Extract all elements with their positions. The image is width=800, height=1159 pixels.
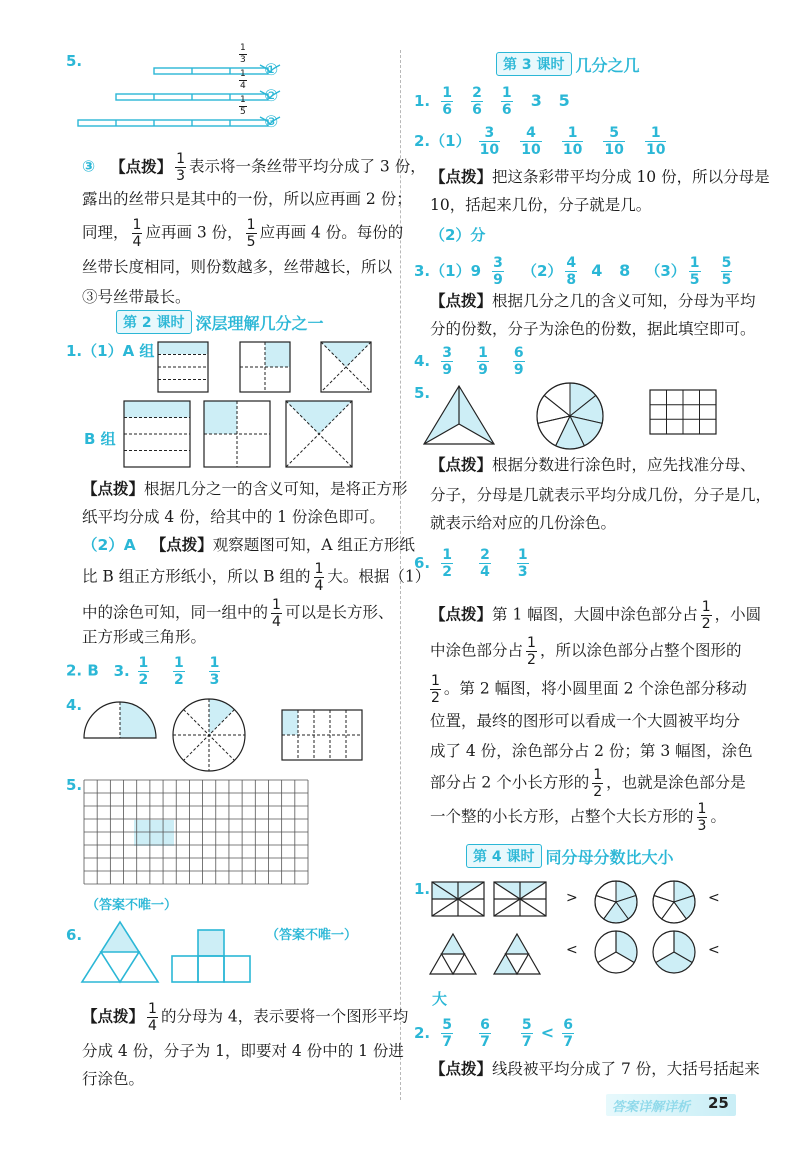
q5-number: 5. [66, 52, 83, 70]
section-4-title: 同分母分数比大小 [545, 847, 674, 867]
footer-label: 答案详解详析 [612, 1100, 691, 1115]
s3-q6-tip-line4: 位置，最终的图形可以看成一个大圆被平均分 [430, 712, 741, 730]
group-b-label: B 组 [84, 430, 116, 448]
s2-q1-label: 1.（1）A 组 [66, 342, 155, 360]
s3-q2-tip-line2: 10，括起来几份，分子就是几。 [430, 196, 652, 214]
q1-part2-line2: 比 B 组正方形纸小，所以 B 组的 $\frac{1}{4}$ 大。根据（1） [82, 561, 431, 594]
s4-big-label: 大 [432, 990, 448, 1008]
q6-tip-line2: 分成 4 份，分子为 1，即要对 4 份中的 1 份进 [82, 1042, 404, 1060]
q5b-number: 5. [66, 776, 83, 794]
q6-tip-line1: 【点拨】 $\frac{1}{4}$ 的分母为 4，表示要将一个图形平均 [82, 1001, 409, 1034]
s3-q6-tip-line5: 成了 4 份，涂色部分占 2 份；第 3 幅图，涂色 [430, 742, 753, 760]
strip-frac-1: $\frac{1}{3}$ [240, 43, 246, 65]
s3-q2-part2: （2）分 [430, 226, 486, 244]
group-a-square-quarters [240, 342, 290, 392]
mark-1: ① [264, 60, 279, 79]
q5-explanation-line2: 露出的丝带只是其中的一份，所以应再画 2 份； [82, 190, 412, 208]
q6-tip-line3: 行涂色。 [82, 1070, 145, 1088]
triangle-quarters-b [494, 934, 540, 974]
s3-q1-answers: 1. $\frac{1}{6}$ $\frac{2}{6}$ $\frac{1}{6}$ 3 5 [414, 85, 570, 118]
q5-explanation-line3: 同理， $\frac{1}{4}$ 应再画 3 份， $\frac{1}{5}$ 应再画 4 份。每份的 [82, 217, 404, 250]
s3-q5-tip-line3: 就表示给对应的几份涂色。 [430, 514, 617, 532]
grid-figure [84, 780, 308, 886]
rect-eighths-a [432, 882, 484, 916]
group-b-square-quarters [204, 401, 270, 467]
q1-part2-line4: 正方形或三角形。 [82, 628, 207, 646]
section-2-heading [116, 310, 324, 334]
strip-frac-3: $\frac{1}{5}$ [240, 95, 246, 117]
s3-q3-tip-line2: 分的份数，分子为涂色的份数，据此填空即可。 [430, 320, 756, 338]
q5-explanation-line4: 丝带长度相同，则份数越多，丝带越长，所以 [82, 258, 393, 276]
semicircle-figure [82, 700, 158, 740]
section-3-badge: 第 3 课时 [496, 52, 572, 76]
group-a-square-diagonals [321, 342, 371, 392]
q1-part2-line3: 中的涂色可知，同一组中的 $\frac{1}{4}$ 可以是长方形、 [82, 597, 394, 630]
s3-q6-tip-line2: 中涂色部分占 $\frac{1}{2}$ ，所以涂色部分占整个图形的 [430, 635, 742, 668]
triangle-thirds-figure [424, 386, 494, 446]
section-2-title: 深层理解几分之一 [195, 313, 324, 333]
s4-q2-answers: 2. $\frac{5}{7}$ $\frac{6}{7}$ $\frac{5}{7}$ < $\frac{6}{7}$ [414, 1017, 574, 1050]
q1-tip-line1: 【点拨】根据几分之一的含义可知，是将正方形 [82, 479, 408, 498]
mark-3: ③ [264, 112, 279, 131]
s3-q2-answers: 2.（1） $\frac{3}{10}$ $\frac{4}{10}$ $\frac{1}{10}$ $\frac{5}{10}$ $\frac{1}{10}$ [414, 125, 666, 158]
group-b-square-diagonals [286, 401, 352, 467]
circle-fifths-b [652, 880, 696, 924]
s4-q1-number: 1. [414, 880, 431, 898]
rect-grid-12-figure [650, 390, 716, 434]
s3-q6-tip-line6: 部分占 2 个小长方形的 $\frac{1}{2}$ ，也就是涂色部分是 [430, 767, 746, 800]
s3-q6-tip-line3: $\frac{1}{2}$ 。第 2 幅图，将小圆里面 2 个涂色部分移动 [431, 673, 747, 706]
q6-number: 6. [66, 926, 83, 944]
circle-thirds-a [594, 930, 638, 974]
rectangle-grid-figure [282, 710, 362, 760]
strip-frac-2: $\frac{1}{4}$ [240, 69, 246, 91]
q5-explanation-line1: ③ 【点拨】 $\frac{1}{3}$ 表示将一条丝带平均分成了 3 份， [82, 151, 426, 184]
section-3-title: 几分之几 [575, 55, 640, 75]
q4-number: 4. [66, 696, 83, 714]
s4-q2-tip: 【点拨】线段被平均分成了 7 份，大括号括起来 [430, 1059, 760, 1078]
group-a-square-strips [158, 342, 208, 392]
s3-q6-answers: 6. $\frac{1}{2}$ $\frac{2}{4}$ $\frac{1}{3}$ [414, 547, 528, 580]
compare-lt-2: < [566, 942, 578, 958]
s3-q6-tip-line7: 一个整的小长方形，占整个大长方形的 $\frac{1}{3}$ 。 [430, 801, 726, 834]
section-2-badge: 第 2 课时 [116, 310, 192, 334]
cross-squares-figure [172, 930, 250, 982]
circle-sevenths-figure [536, 382, 604, 450]
section-3-heading [496, 52, 640, 76]
s3-q5-tip-line1: 【点拨】根据分数进行涂色时，应先找准分母、 [430, 455, 756, 474]
group-b-square-strips [124, 401, 190, 467]
footer-banner [606, 1094, 736, 1116]
triangle-figure [82, 920, 158, 984]
rect-eighths-b [494, 882, 546, 916]
q1-part2-line1: （2）A 【点拨】观察题图可知，A 组正方形纸 [82, 535, 415, 554]
compare-gt: > [566, 890, 578, 906]
s3-q5-number: 5. [414, 384, 431, 402]
q5-explanation-line5: ③号丝带最长。 [82, 288, 191, 306]
s3-q4-answers: 4. $\frac{3}{9}$ $\frac{1}{9}$ $\frac{6}{9}$ [414, 345, 524, 378]
q1-tip-line2: 纸平均分成 4 份，给其中的 1 份涂色即可。 [82, 508, 385, 526]
section-4-badge: 第 4 课时 [466, 844, 542, 868]
section-4-heading [466, 844, 674, 868]
s3-q3-answers: 3.（1）9 $\frac{3}{9}$ （2） $\frac{4}{8}$ 4 8 （3） $\frac{1}{5}$ $\frac{5}{5}$ [414, 255, 732, 288]
compare-lt-3: < [708, 942, 720, 958]
q5b-note: （答案不唯一） [86, 898, 178, 913]
q2-q3-answers: 2. B 3. $\frac{1}{2}$ $\frac{1}{2}$ $\frac{1}{3}$ [66, 655, 220, 688]
triangle-quarters-a [430, 934, 476, 974]
q6-note: （答案不唯一） [266, 928, 358, 943]
circle-thirds-b [652, 930, 696, 974]
s3-q3-tip-line1: 【点拨】根据几分之几的含义可知，分母为平均 [430, 291, 756, 310]
s3-q6-tip-line1: 【点拨】第 1 幅图，大圆中涂色部分占 $\frac{1}{2}$ ，小圆 [430, 599, 762, 632]
mark-2: ② [264, 86, 279, 105]
page-number: 25 [708, 1094, 729, 1112]
s3-q5-tip-line2: 分子，分母是几就表示平均分成几份，分子是几， [430, 486, 772, 504]
circle-fifths-a [594, 880, 638, 924]
compare-lt-1: < [708, 890, 720, 906]
circle-eighths-figure [172, 698, 246, 772]
s3-q2-tip-line1: 【点拨】把这条彩带平均分成 10 份，所以分母是 [430, 167, 770, 186]
